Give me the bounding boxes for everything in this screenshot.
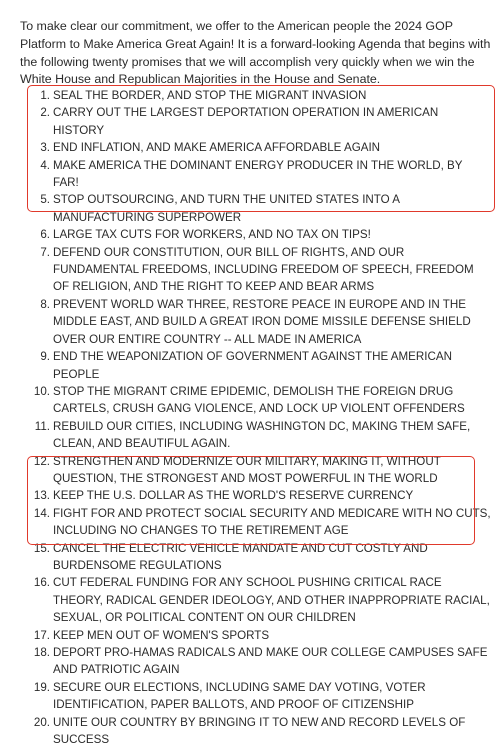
promise-text: CARRY OUT THE LARGEST DEPORTATION OPERATION IN AMERICAN HISTORY	[53, 106, 439, 137]
promise-item	[0, 714, 504, 748]
promise-text: SECURE OUR ELECTIONS, INCLUDING SAME DAY VOTING, VOTER IDENTIFICATION, PAPER BALLOTS, AND PROOF OF CITIZENSHIP	[53, 680, 426, 712]
promise-item	[0, 627, 504, 644]
promise-item	[0, 87, 504, 104]
promise-text: KEEP MEN OUT OF WOMEN'S SPORTS	[53, 628, 270, 642]
promise-text: DEPORT PRO-HAMAS RADICALS AND MAKE OUR COLLEGE CAMPUSES SAFE AND PATRIOTIC AGAIN	[53, 646, 488, 677]
promise-item	[0, 296, 504, 348]
promise-text: KEEP THE U.S. DOLLAR AS THE WORLD'S RESERVE CURRENCY	[53, 489, 414, 503]
promise-item	[0, 540, 504, 575]
promise-number: 15.	[33, 541, 50, 555]
promise-text: SEAL THE BORDER, AND STOP THE MIGRANT INVASION	[53, 89, 367, 102]
promise-number: 6.	[40, 228, 50, 242]
promise-text: END INFLATION, AND MAKE AMERICA AFFORDABLE AGAIN	[53, 141, 381, 155]
promise-item	[0, 679, 504, 714]
promise-number: 19.	[33, 680, 50, 694]
promise-text: DEFEND OUR CONSTITUTION, OUR BILL OF RIGHTS, AND OUR FUNDAMENTAL FREEDOMS, INCLUDING FREEDOM OF SPEECH, FREEDOM OF RELIGION, AND THE RIGHT TO KEEP AND BEAR ARMS	[53, 245, 474, 294]
promise-text: CUT FEDERAL FUNDING FOR ANY SCHOOL PUSHING CRITICAL RACE THEORY, RADICAL GENDER IDEOLOGY, AND OTHER INAPPROPRIATE RACIAL, SEXUAL, OR POLITICAL CONTENT ON OUR CHILDREN	[53, 576, 490, 625]
promise-item	[0, 244, 504, 296]
promise-item	[0, 191, 504, 226]
promise-item	[0, 453, 504, 488]
promise-item	[0, 574, 504, 626]
promise-text: UNITE OUR COUNTRY BY BRINGING IT TO NEW AND RECORD LEVELS OF SUCCESS	[53, 715, 466, 747]
promise-text: STOP OUTSOURCING, AND TURN THE UNITED STATES INTO A MANUFACTURING SUPERPOWER	[53, 193, 400, 224]
promise-number: 16.	[33, 576, 50, 590]
promise-number: 12.	[33, 454, 50, 468]
promise-text: CANCEL THE ELECTRIC VEHICLE MANDATE AND CUT COSTLY AND BURDENSOME REGULATIONS	[53, 541, 428, 572]
promise-text: MAKE AMERICA THE DOMINANT ENERGY PRODUCER IN THE WORLD, BY FAR!	[53, 158, 463, 190]
promise-number: 4.	[40, 158, 50, 172]
promise-number: 2.	[40, 106, 50, 120]
promise-text: LARGE TAX CUTS FOR WORKERS, AND NO TAX ON TIPS!	[53, 228, 371, 242]
promise-text: REBUILD OUR CITIES, INCLUDING WASHINGTON DC, MAKING THEM SAFE, CLEAN, AND BEAUTIFUL AGAIN.	[53, 419, 471, 451]
promise-text: PREVENT WORLD WAR THREE, RESTORE PEACE IN EUROPE AND IN THE MIDDLE EAST, AND BUILD A GREAT IRON DOME MISSILE DEFENSE SHIELD OVER OUR ENTIRE COUNTRY -- ALL MADE IN AMERICA	[53, 297, 471, 346]
promise-item	[0, 418, 504, 453]
promise-item	[0, 226, 504, 243]
promise-item	[0, 348, 504, 383]
promise-text: END THE WEAPONIZATION OF GOVERNMENT AGAINST THE AMERICAN PEOPLE	[53, 350, 452, 381]
promise-number: 9.	[40, 350, 50, 364]
promise-number: 1.	[40, 89, 50, 102]
promise-number: 13.	[33, 489, 50, 503]
promise-item	[0, 487, 504, 504]
promise-text: STOP THE MIGRANT CRIME EPIDEMIC, DEMOLISH THE FOREIGN DRUG CARTELS, CRUSH GANG VIOLENCE, AND LOCK UP VIOLENT OFFENDERS	[53, 384, 465, 416]
promise-list	[0, 87, 504, 748]
promise-number: 8.	[40, 297, 50, 311]
promise-number: 7.	[40, 245, 50, 259]
promise-number: 10.	[33, 384, 50, 398]
promise-item	[0, 139, 504, 156]
promise-number: 5.	[40, 193, 50, 207]
promise-item	[0, 157, 504, 192]
promise-number: 14.	[33, 506, 50, 520]
promise-number: 3.	[40, 141, 50, 155]
promise-number: 18.	[33, 646, 50, 659]
promise-item	[0, 383, 504, 418]
intro-paragraph: To make clear our commitment, we offer to the American people the 2024 GOP Platform to Make America Great Again! It is a forward-looking Agenda that begins with the following twenty promises that we will accomplish very quickly when we win the White House and Republican Majorities in the House and Senate.	[20, 19, 491, 87]
promise-item	[0, 104, 504, 139]
promise-text: FIGHT FOR AND PROTECT SOCIAL SECURITY AND MEDICARE WITH NO CUTS, INCLUDING NO CHANGES TO THE RETIREMENT AGE	[53, 506, 491, 538]
promise-item	[0, 644, 504, 679]
promise-number: 11.	[34, 419, 50, 433]
promise-text: STRENGTHEN AND MODERNIZE OUR MILITARY, MAKING IT, WITHOUT QUESTION, THE STRONGEST AND MOST POWERFUL IN THE WORLD	[53, 454, 441, 485]
promise-item	[0, 505, 504, 540]
promise-number: 20.	[33, 715, 50, 729]
promise-number: 17.	[33, 628, 50, 642]
